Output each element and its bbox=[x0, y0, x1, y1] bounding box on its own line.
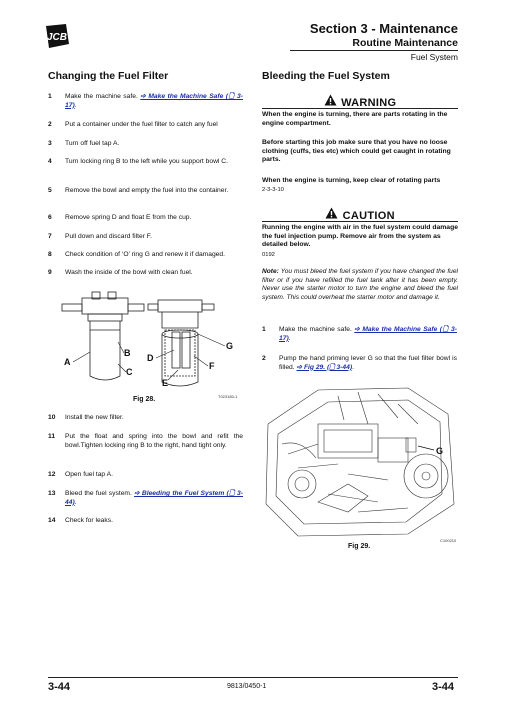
right-heading: Bleeding the Fuel System bbox=[262, 70, 390, 82]
section-title: Section 3 - Maintenance bbox=[309, 21, 458, 36]
caution-code: 0192 bbox=[262, 252, 275, 258]
fig29-caption: Fig 29. bbox=[348, 543, 371, 550]
note-paragraph: Note: You must bleed the fuel system if you have changed the fuel filter or if you have refilled the fuel tank after it has been empty. Never use the starter motor to turn the engine and bleed the fuel system. This could overheat the starter motor and damage it. bbox=[262, 268, 458, 301]
make-safe-link-right[interactable]: ➩ Make the Machine Safe (🗋 3-17) bbox=[279, 326, 458, 342]
caution-title: CAUTION bbox=[342, 210, 395, 223]
fig29-engine-illustration bbox=[258, 384, 462, 542]
warning-rule bbox=[262, 108, 458, 109]
fig28-fuel-filter-illustration bbox=[48, 290, 248, 396]
caution-para: Running the engine with air in the fuel system could damage the fuel injection pump. Remove air from the system as detailed below. bbox=[262, 224, 459, 249]
fig28-label-b: B bbox=[124, 348, 131, 358]
warning-code: 2-3-3-10 bbox=[262, 187, 284, 193]
section-subtitle: Routine Maintenance bbox=[352, 37, 458, 49]
make-safe-link[interactable]: ➩ Make the Machine Safe (🗋 3-17) bbox=[65, 93, 244, 109]
fig28-label-e: E bbox=[162, 378, 169, 388]
manual-page: JCB Section 3 - Maintenance Routine Maintenance Fuel System Changing the Fuel Filter 1 Make the machine safe. ➩ Make the Machine Safe (🗋 3-17). 2 Put a container under the fuel filter to catch any fuel 3 Turn off fuel tap A. 4 Turn locking ring B to the left while you support bowl C. 5 Remove the bowl and empty the fuel into the container. 6 Remove spring D and float E from the cup. 7 Pull down and discard filter F. 8 Check condition of ‘O’ ring G and renew it if damaged. 9 Wash the inside of the bowl with clean fuel. A B C D E F G T023180-1 Fig 28. 10 Install the new filter. 11 Put the float and spring into the bowl and refit the bowl.Tighten locking ring B to the right, hand tight only. 12 Open fuel tap A. 13 Bleed the fuel system. ➩ Bleeding the Fuel System (🗋 3-44). 14 Check for leaks. Bleeding the Fuel System WARNING When the engine is turning, there are parts rotating in the engine compartment. Before starting this job make sure that you have no loose clothing (cuffs, ties etc) which could get caught in rotating parts. When the engine is turning, keep clear of rotating parts 2-3-3-10 CAUTION Running the engine with air in the fuel system could damage the fuel injection pump. Remove air from the system as detailed below. 0192 Note: You must bleed the fuel system if you have changed the fuel filter or if you have refilled the fuel tank after it has been empty. Never use the starter motor to turn the engine and bleed the fuel system. This could overheat the starter motor and damage it. 1 Make the machine safe. ➩ Make the Machine Safe (🗋 3-17). 2 Pump the hand priming lever G so that the fuel filter bowl is filled. ➩ Fig 29. (🗋 3-44). G C100210 Fig 29. 3-44 9813/0450-1 3-44 bbox=[0, 0, 506, 716]
warning-para-1: When the engine is turning, there are parts rotating in the engine compartment. bbox=[262, 111, 448, 127]
fig28-code: T023180-1 bbox=[218, 394, 238, 399]
fig28-label-a: A bbox=[64, 357, 71, 367]
fig28-label-d: D bbox=[147, 353, 154, 363]
header-rule bbox=[290, 50, 458, 51]
fig29-label-g: G bbox=[436, 446, 444, 456]
fig29-code: C100210 bbox=[440, 538, 457, 543]
caution-rule bbox=[262, 221, 458, 222]
fig29-link[interactable]: ➩ Fig 29. (🗋 3-44) bbox=[296, 363, 353, 371]
warning-para-3: When the engine is turning, keep clear of rotating parts bbox=[262, 177, 441, 184]
warning-para-2: Before starting this job make sure that you have no loose clothing (cuffs, ties etc) which could get caught in rotating parts. bbox=[262, 139, 451, 164]
footer-doc-number: 9813/0450-1 bbox=[227, 683, 267, 690]
note-label: Note: bbox=[262, 268, 279, 275]
footer-page-left: 3-44 bbox=[48, 681, 71, 693]
footer-rule bbox=[48, 677, 458, 678]
jcb-logo bbox=[43, 22, 71, 50]
warning-title: WARNING bbox=[341, 97, 397, 110]
footer-page-right: 3-44 bbox=[432, 681, 455, 693]
fig28-label-c: C bbox=[126, 367, 133, 377]
bleeding-fuel-link[interactable]: ➩ Bleeding the Fuel System (🗋 3-44) bbox=[65, 490, 243, 506]
fig28-label-g: G bbox=[226, 341, 234, 351]
logo-text: JCB bbox=[46, 32, 68, 43]
left-heading: Changing the Fuel Filter bbox=[48, 70, 169, 82]
fig28-label-f: F bbox=[209, 361, 215, 371]
fig28-caption: Fig 28. bbox=[133, 396, 156, 403]
subsection-label: Fuel System bbox=[410, 52, 458, 62]
fig28-filter-head bbox=[82, 298, 128, 314]
fig29-priming-lever bbox=[406, 438, 416, 452]
